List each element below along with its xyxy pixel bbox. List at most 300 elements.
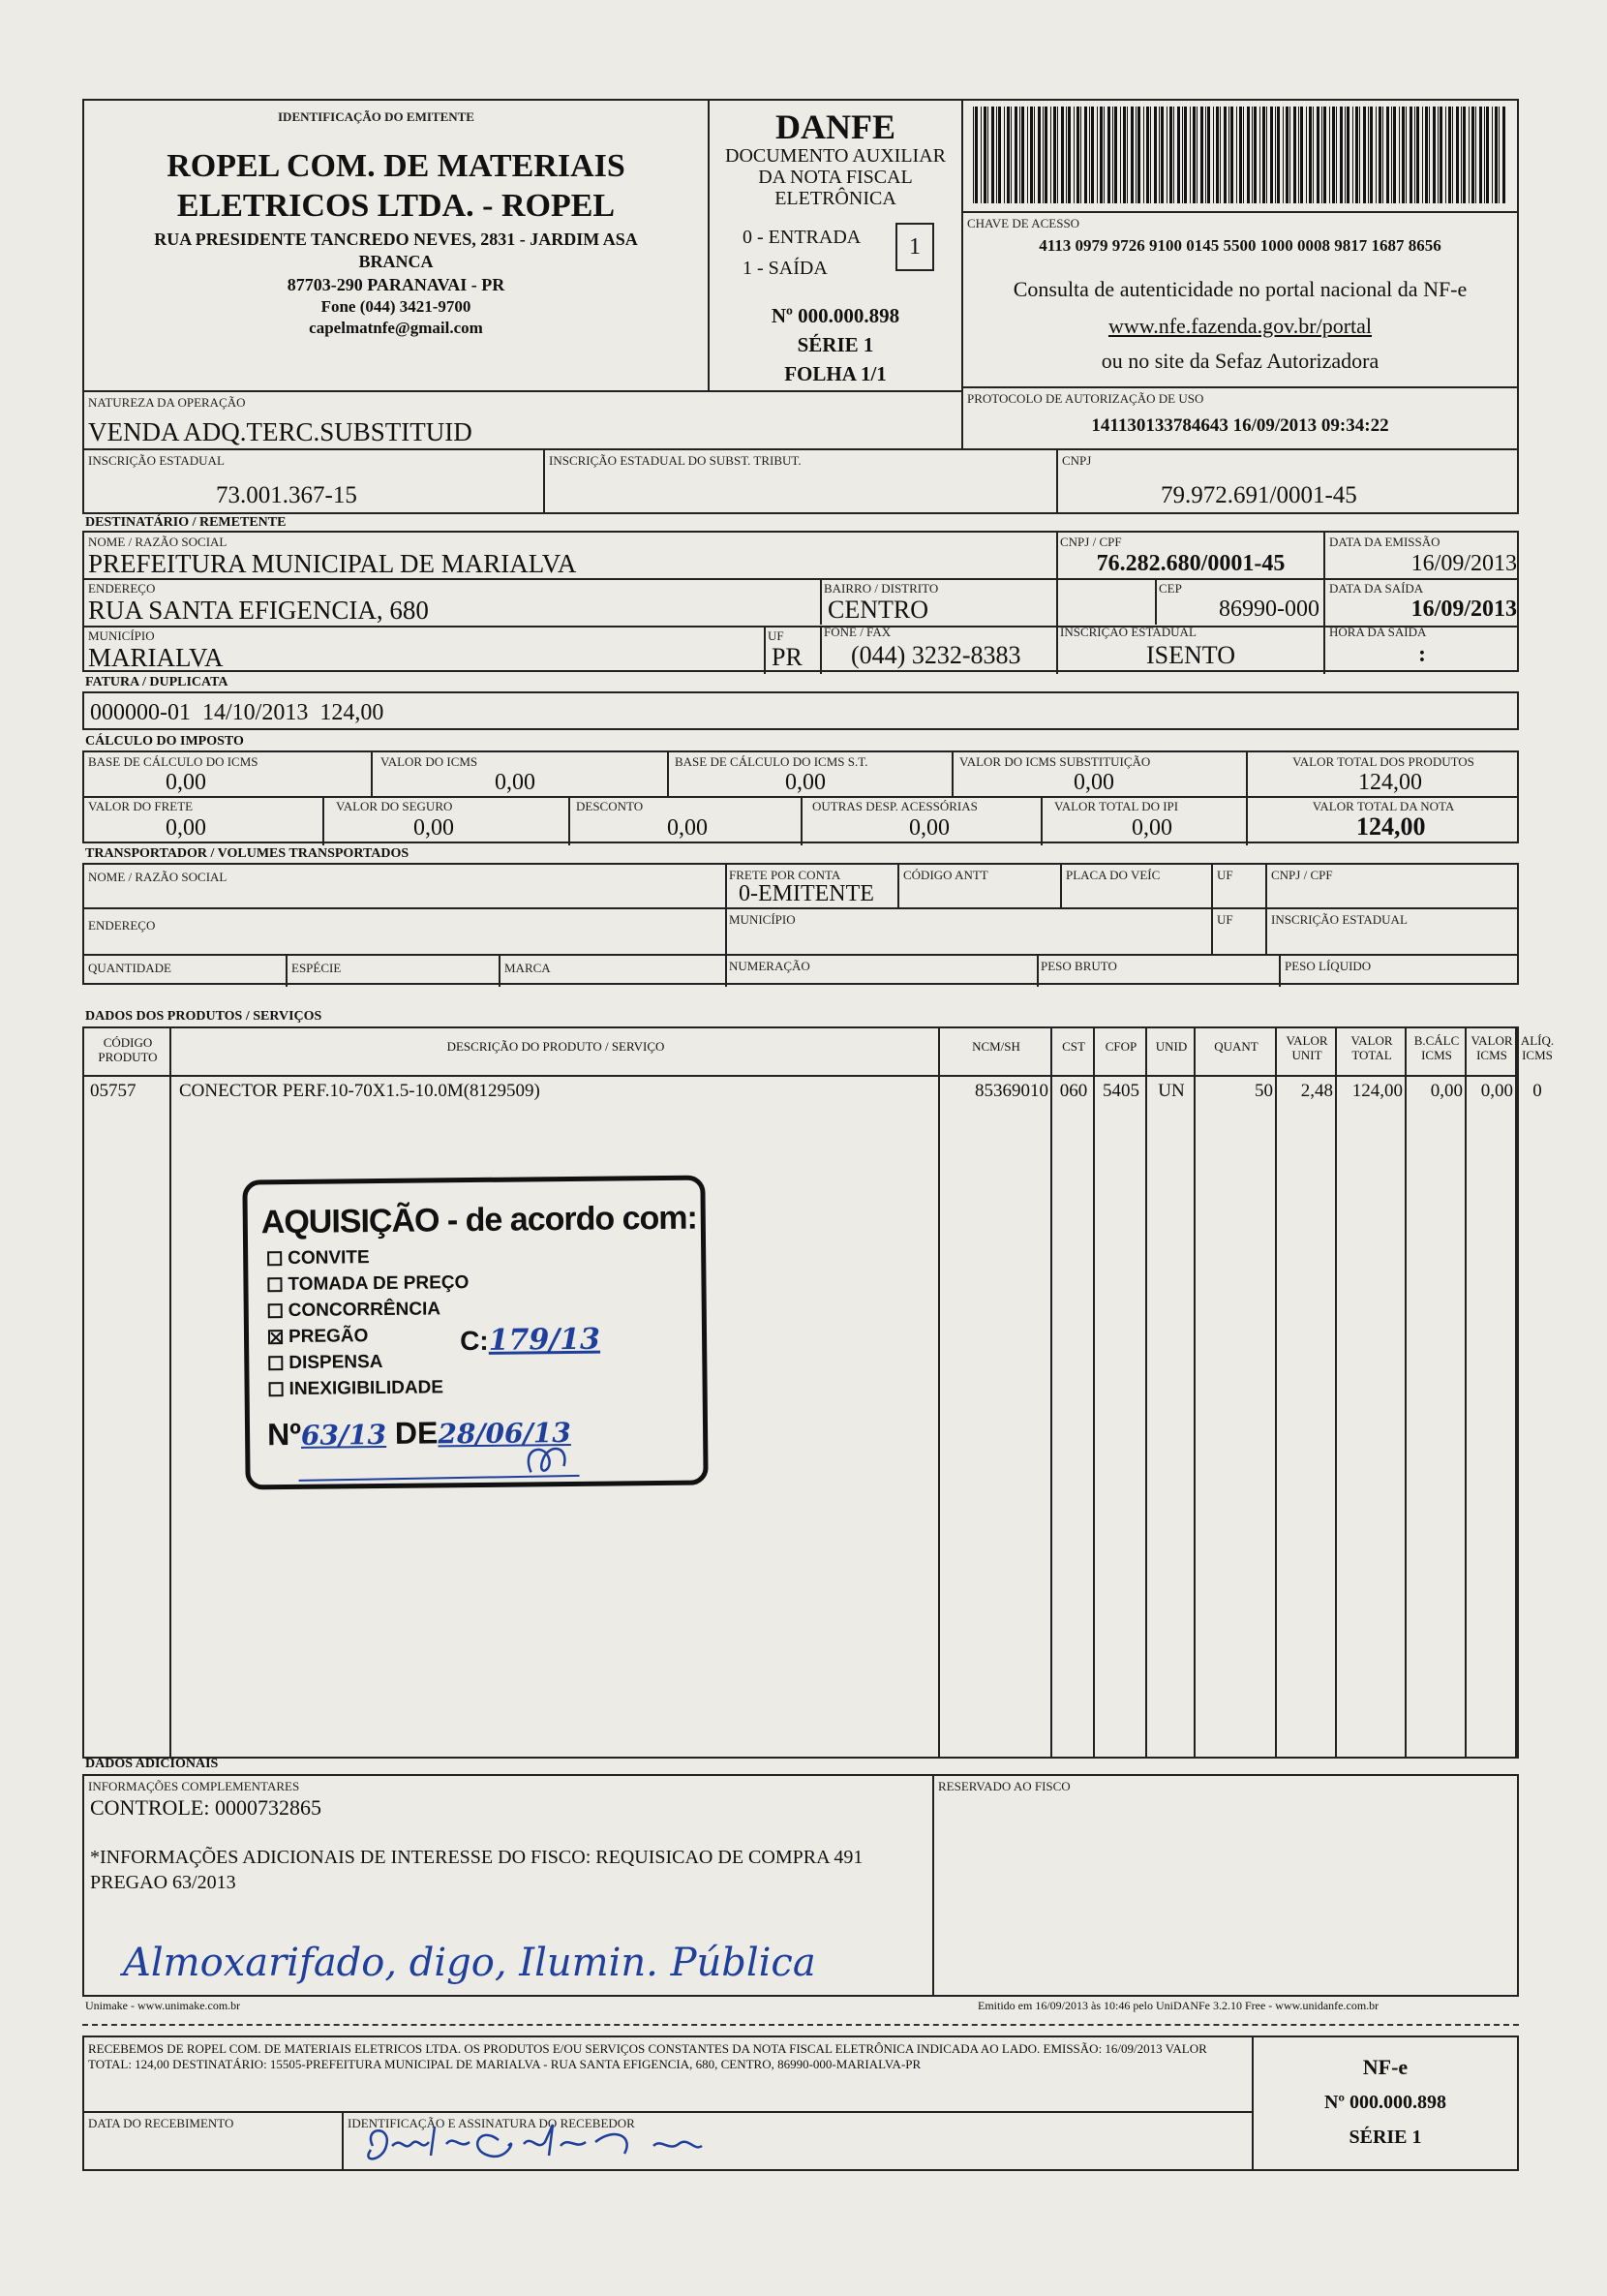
barcode-bar <box>1123 107 1126 203</box>
barcode-bar <box>1293 107 1296 203</box>
canhoto-nfe-box <box>1252 2036 1519 2171</box>
cell-vtotal: 124,00 <box>1351 1081 1403 1101</box>
footer-emitido: Emitido em 16/09/2013 às 10:46 pelo UniDANFe 3.2.10 Free - www.unidanfe.com.br <box>978 1999 1380 2012</box>
dest-row-line-1 <box>84 578 1517 580</box>
transp-municipio-label: MUNICÍPIO <box>729 912 796 927</box>
transp-v3 <box>1060 865 1062 907</box>
barcode-bar <box>1177 107 1180 203</box>
barcode-bar <box>1120 107 1121 203</box>
emitente-name <box>84 147 708 227</box>
barcode-bar <box>1137 107 1140 203</box>
transp-placa-label: PLACA DO VEÍC <box>1066 868 1161 882</box>
th-ncm: NCM/SH <box>972 1039 1020 1054</box>
natureza-label: NATUREZA DA OPERAÇÃO <box>88 395 246 410</box>
barcode-bar <box>984 107 986 203</box>
danfe-subtitle-1: DOCUMENTO AUXILIAR <box>725 145 946 167</box>
dest-ie: ISENTO <box>1146 641 1235 669</box>
transp-antt-label: CÓDIGO ANTT <box>903 868 988 882</box>
th-vunit: VALOR UNIT <box>1286 1033 1328 1062</box>
barcode-bar <box>1038 107 1041 203</box>
stamp-de-label: DE <box>394 1415 439 1451</box>
transp-v8 <box>1037 954 1039 987</box>
barcode-bar <box>1114 107 1117 203</box>
barcode-bar <box>1321 107 1322 203</box>
barcode-bar <box>1376 107 1377 203</box>
protocolo-box <box>961 386 1519 450</box>
barcode-bar <box>1502 107 1505 203</box>
dest-emissao-label: DATA DA EMISSÃO <box>1329 535 1440 549</box>
transp-h2 <box>84 954 1517 956</box>
valor-icms-label: VALOR DO ICMS <box>380 754 478 769</box>
barcode-icon <box>969 107 1511 203</box>
transp-cnpj-label: CNPJ / CPF <box>1271 868 1333 882</box>
chave-label: CHAVE DE ACESSO <box>967 216 1080 230</box>
footer-unimake: Unimake - www.unimake.com.br <box>85 1999 241 2012</box>
barcode-bar <box>1479 107 1482 203</box>
barcode-bar <box>1074 107 1075 203</box>
barcode-bar <box>1475 107 1476 203</box>
barcode-bar <box>1363 107 1366 203</box>
barcode-bar <box>1368 107 1369 203</box>
barcode-bar <box>1370 107 1373 203</box>
protocolo-label: PROTOCOLO DE AUTORIZAÇÃO DE USO <box>967 391 1204 406</box>
danfe-folha: FOLHA 1/1 <box>784 362 887 385</box>
barcode-bar <box>1495 107 1498 203</box>
col-vicms <box>1467 1028 1517 1757</box>
dest-vline-bairro <box>820 578 822 625</box>
stamp-option-label: CONVITE <box>288 1247 370 1270</box>
chave-portal[interactable]: www.nfe.fazenda.gov.br/portal <box>1107 314 1373 338</box>
barcode-bar <box>1150 107 1151 203</box>
transp-uf2-label: UF <box>1217 912 1233 927</box>
barcode-bar <box>1169 107 1172 203</box>
col-quant <box>1196 1028 1277 1757</box>
barcode-bar <box>1091 107 1094 203</box>
dest-bairro: CENTRO <box>828 596 928 624</box>
transportador-box <box>82 863 1519 985</box>
barcode-bar <box>1161 107 1164 203</box>
imposto-section: CÁLCULO DO IMPOSTO <box>85 734 244 749</box>
danfe-title: DANFE <box>775 107 895 146</box>
seguro: 0,00 <box>413 815 454 841</box>
checkbox-icon <box>269 1382 284 1396</box>
dest-saida-label: DATA DA SAÍDA <box>1329 581 1424 596</box>
chave-value: 4113 0979 9726 9100 0145 5500 1000 0008 9817 1687 8656 <box>1039 236 1441 255</box>
info-pregao: PREGAO 63/2013 <box>90 1872 236 1893</box>
barcode-bar <box>1492 107 1493 203</box>
canhoto-nfe: NF-e <box>1362 2055 1409 2079</box>
col-cst <box>1052 1028 1095 1757</box>
transp-peso-bruto-label: PESO BRUTO <box>1041 959 1117 973</box>
barcode-bar <box>1146 107 1149 203</box>
stamp-n-value: 63/13 <box>300 1418 387 1452</box>
barcode-bar <box>1230 107 1233 203</box>
barcode-bar <box>1084 107 1087 203</box>
barcode-bar <box>1445 107 1446 203</box>
cell-aliq: 0 <box>1532 1081 1542 1101</box>
barcode-bar <box>1289 107 1290 203</box>
barcode-bar <box>1345 107 1346 203</box>
barcode-bar <box>1224 107 1227 203</box>
barcode-bar <box>1173 107 1174 203</box>
cell-codigo: 05757 <box>90 1081 136 1101</box>
col-ncm <box>940 1028 1052 1757</box>
dest-endereco: RUA SANTA EFIGENCIA, 680 <box>88 596 429 625</box>
imposto-v1 <box>371 752 373 796</box>
barcode-bar <box>1057 107 1058 203</box>
barcode-bar <box>1247 107 1250 203</box>
dest-municipio: MARIALVA <box>88 643 224 672</box>
stamp-option-label: TOMADA DE PREÇO <box>288 1272 470 1296</box>
transp-v6 <box>286 954 288 987</box>
transp-especie-label: ESPÉCIE <box>291 961 342 975</box>
barcode-bar <box>1309 107 1312 203</box>
barcode-bar <box>1332 107 1335 203</box>
stamp-option-label: DISPENSA <box>288 1352 383 1374</box>
ie-box <box>82 448 545 514</box>
barcode-bar <box>1066 107 1067 203</box>
stamp-de-value: 28/06/13 <box>438 1416 571 1451</box>
barcode-bar <box>1252 107 1253 203</box>
total-prod: 124,00 <box>1358 770 1422 795</box>
checkbox-icon <box>267 1251 282 1266</box>
barcode-bar <box>1228 107 1229 203</box>
barcode-bar <box>1422 107 1423 203</box>
barcode-bar <box>1205 107 1206 203</box>
checkbox-icon <box>267 1277 282 1292</box>
valor-st-label: VALOR DO ICMS SUBSTITUIÇÃO <box>959 754 1151 769</box>
emitente-label: IDENTIFICAÇÃO DO EMITENTE <box>278 109 474 124</box>
barcode-bar <box>1100 107 1103 203</box>
receiver-signature <box>353 2117 760 2171</box>
transp-uf-label: UF <box>1217 868 1233 882</box>
dest-endereco-label: ENDEREÇO <box>88 581 156 596</box>
fatura-box <box>82 691 1519 730</box>
barcode-bar <box>1089 107 1090 203</box>
info-label: INFORMAÇÕES COMPLEMENTARES <box>88 1779 300 1793</box>
transp-v1 <box>725 865 727 987</box>
th-bcalc: B.CÁLC ICMS <box>1413 1033 1460 1062</box>
barcode-bar <box>1200 107 1203 203</box>
dest-vline-cep <box>1155 578 1157 625</box>
base-icms-label: BASE DE CÁLCULO DO ICMS <box>88 754 258 769</box>
th-vicms: VALOR ICMS <box>1471 1033 1513 1062</box>
barcode-bar <box>1402 107 1405 203</box>
barcode-bar <box>1300 107 1303 203</box>
chave-box <box>961 211 1519 388</box>
desconto: 0,00 <box>667 815 708 841</box>
col-codigo <box>84 1028 171 1757</box>
emitente-name-line1: ROPEL COM. DE MATERIAIS <box>167 148 625 184</box>
ie-st-label: INSCRIÇÃO ESTADUAL DO SUBST. TRIBUT. <box>549 453 802 468</box>
ie-st-box <box>543 448 1058 514</box>
col-vtotal <box>1337 1028 1407 1757</box>
barcode-bar <box>1053 107 1056 203</box>
barcode-bar <box>1275 107 1276 203</box>
produtos-section: DADOS DOS PRODUTOS / SERVIÇOS <box>85 1009 322 1024</box>
barcode-bar <box>1068 107 1071 203</box>
col-vunit <box>1277 1028 1337 1757</box>
transp-marca-label: MARCA <box>504 961 551 975</box>
barcode-bar <box>1030 107 1033 203</box>
outras-label: OUTRAS DESP. ACESSÓRIAS <box>812 799 978 813</box>
reservado-fisco-box <box>932 1774 1519 1997</box>
fatura-value: 000000-01 14/10/2013 124,00 <box>90 700 384 725</box>
barcode-bar <box>1336 107 1337 203</box>
barcode-bar <box>1154 107 1157 203</box>
barcode-bar <box>1015 107 1017 203</box>
dest-vline-cnpj <box>1056 533 1058 674</box>
frete: 0,00 <box>166 815 206 841</box>
barcode-bar <box>1197 107 1198 203</box>
transp-v2 <box>897 865 899 907</box>
canhoto-serie: SÉRIE 1 <box>1349 2127 1422 2148</box>
barcode-bar <box>1220 107 1221 203</box>
barcode-bar <box>1213 107 1214 203</box>
barcode-bar <box>1159 107 1160 203</box>
emitente-city: 87703-290 PARANAVAI - PR <box>287 274 505 294</box>
barcode-bar <box>1184 107 1187 203</box>
th-codigo: CÓDIGO PRODUTO <box>98 1035 158 1064</box>
imposto-v4 <box>1246 752 1248 845</box>
barcode-bar <box>1352 107 1353 203</box>
barcode-bar <box>1243 107 1244 203</box>
danfe-subtitle-2: DA NOTA FISCAL <box>758 167 913 188</box>
dest-cep: 86990-000 <box>1219 597 1319 622</box>
stamp-title: AQUISIÇÃO - de acordo com: <box>260 1199 698 1241</box>
info-controle: CONTROLE: 0000732865 <box>90 1795 321 1820</box>
barcode-bar <box>1313 107 1314 203</box>
dest-nome: PREFEITURA MUNICIPAL DE MARIALVA <box>88 549 577 578</box>
info-fisco: *INFORMAÇÕES ADICIONAIS DE INTERESSE DO FISCO: REQUISICAO DE COMPRA 491 <box>90 1847 864 1868</box>
transp-h1 <box>84 907 1517 909</box>
base-icms: 0,00 <box>166 770 206 795</box>
th-quant: QUANT <box>1214 1039 1258 1054</box>
imposto-v3 <box>952 752 954 796</box>
barcode-bar <box>1259 107 1260 203</box>
barcode-bar <box>1034 107 1035 203</box>
dest-fone-label: FONE / FAX <box>824 625 892 639</box>
dest-vline-date <box>1323 533 1325 674</box>
natureza-value: VENDA ADQ.TERC.SUBSTITUID <box>88 417 472 446</box>
cell-unid: UN <box>1158 1081 1185 1101</box>
ipi: 0,00 <box>1132 815 1172 841</box>
barcode-bar <box>1414 107 1415 203</box>
dest-nome-label: NOME / RAZÃO SOCIAL <box>88 535 227 549</box>
transp-quantidade-label: QUANTIDADE <box>88 961 171 975</box>
seguro-label: VALOR DO SEGURO <box>336 799 453 813</box>
barcode-bar <box>1499 107 1500 203</box>
dest-vline-fone <box>820 626 822 674</box>
barcode-bar <box>1484 107 1485 203</box>
adicionais-section: DADOS ADICIONAIS <box>85 1757 219 1771</box>
cell-ncm: 85369010 <box>975 1081 1048 1101</box>
total-nota: 124,00 <box>1356 812 1426 841</box>
base-st-label: BASE DE CÁLCULO DO ICMS S.T. <box>675 754 868 769</box>
barcode-bar <box>1262 107 1265 203</box>
barcode-bar <box>1043 107 1044 203</box>
stamp-signature <box>288 1438 619 1490</box>
barcode-bar <box>1471 107 1474 203</box>
cnpj-label: CNPJ <box>1062 453 1092 468</box>
dest-uf: PR <box>772 643 803 671</box>
barcode-bar <box>1329 107 1330 203</box>
barcode-bar <box>1340 107 1343 203</box>
outras: 0,00 <box>909 815 950 841</box>
imposto-box <box>82 750 1519 843</box>
barcode-bar <box>1486 107 1489 203</box>
cell-vicms: 0,00 <box>1480 1081 1513 1101</box>
barcode-bar <box>1193 107 1196 203</box>
chave-sefaz: ou no site da Sefaz Autorizadora <box>1101 349 1380 373</box>
barcode-bar <box>1347 107 1349 203</box>
valor-st: 0,00 <box>1074 770 1114 795</box>
barcode-bar <box>1469 107 1470 203</box>
barcode-bar <box>1045 107 1047 203</box>
barcode-bar <box>1277 107 1280 203</box>
danfe-tipo-box <box>895 223 934 271</box>
barcode-bar <box>1461 107 1462 203</box>
barcode-bar <box>1306 107 1307 203</box>
col-bcalc <box>1407 1028 1467 1757</box>
barcode-bar <box>1355 107 1358 203</box>
danfe-subtitle <box>710 145 961 209</box>
th-unid: UNID <box>1155 1039 1188 1054</box>
cell-bcalc: 0,00 <box>1430 1081 1463 1101</box>
barcode-bar <box>1379 107 1381 203</box>
barcode-bar <box>973 107 974 203</box>
stamp-c <box>460 1323 600 1359</box>
emitente-phone: Fone (044) 3421-9700 <box>320 297 471 317</box>
barcode-bar <box>1298 107 1299 203</box>
ie-label: INSCRIÇÃO ESTADUAL <box>88 453 225 468</box>
dest-uf-label: UF <box>768 628 784 643</box>
transp-v5 <box>1265 865 1267 954</box>
transp-nome-label: NOME / RAZÃO SOCIAL <box>88 870 227 884</box>
transp-numeracao-label: NUMERAÇÃO <box>729 959 810 973</box>
barcode-bar <box>1456 107 1459 203</box>
barcode-bar <box>1410 107 1412 203</box>
barcode-bar <box>1216 107 1219 203</box>
barcode-bar <box>1440 107 1442 203</box>
frete-label: VALOR DO FRETE <box>88 799 194 813</box>
dest-fone: (044) 3232-8383 <box>851 641 1021 669</box>
canhoto-data-label: DATA DO RECEBIMENTO <box>88 2116 234 2130</box>
emitente-address <box>84 229 708 339</box>
imposto-v8 <box>1041 796 1043 845</box>
checkbox-icon <box>268 1356 283 1370</box>
stamp-option-label: CONCORRÊNCIA <box>288 1299 441 1322</box>
desconto-label: DESCONTO <box>576 799 644 813</box>
barcode-bar <box>1286 107 1289 203</box>
barcode-bar <box>1076 107 1079 203</box>
barcode-bar <box>1019 107 1020 203</box>
barcode-bar <box>1438 107 1439 203</box>
th-cfop: CFOP <box>1105 1039 1137 1054</box>
barcode-bar <box>1011 107 1012 203</box>
dest-hora: : <box>1418 642 1426 667</box>
col-unid <box>1147 1028 1196 1757</box>
stamp-option-convite <box>267 1247 370 1270</box>
natureza-box <box>82 390 963 450</box>
barcode-bar <box>1107 107 1110 203</box>
barcode-bar <box>1416 107 1419 203</box>
barcode-bar <box>1182 107 1183 203</box>
cut-line <box>82 2024 1519 2026</box>
checked-checkbox-icon <box>268 1330 283 1344</box>
col-cfop <box>1095 1028 1147 1757</box>
reservado-label: RESERVADO AO FISCO <box>938 1779 1071 1793</box>
barcode-bar <box>1399 107 1400 203</box>
danfe-tipo: 1 <box>909 234 921 260</box>
valor-icms: 0,00 <box>495 770 535 795</box>
barcode-bar <box>1050 107 1051 203</box>
imposto-v7 <box>801 796 803 845</box>
barcode-bar <box>1359 107 1360 203</box>
stamp-n-label: Nº <box>266 1416 302 1453</box>
barcode-bar <box>1433 107 1436 203</box>
checkbox-icon <box>268 1303 283 1318</box>
danfe-numero: Nº 000.000.898 <box>771 304 900 327</box>
barcode-bar <box>1429 107 1430 203</box>
imposto-v2 <box>667 752 669 796</box>
stamp-option-concorrencia <box>268 1299 441 1322</box>
barcode-bar <box>1393 107 1396 203</box>
barcode-bar <box>1382 107 1383 203</box>
transp-v7 <box>499 954 500 987</box>
transp-frete: 0-EMITENTE <box>739 881 874 906</box>
dest-row-line-2 <box>84 626 1517 628</box>
transp-frete-label: FRETE POR CONTA <box>729 868 841 882</box>
barcode-bar <box>1317 107 1319 203</box>
th-descricao: DESCRIÇÃO DO PRODUTO / SERVIÇO <box>446 1039 665 1054</box>
barcode-bar <box>1097 107 1098 203</box>
stamp-option-label: PREGÃO <box>288 1326 369 1348</box>
emitente-box <box>82 99 710 392</box>
canhoto-numero: Nº 000.000.898 <box>1323 2092 1447 2113</box>
stamp-c-value: 179/13 <box>488 1322 601 1358</box>
cell-descricao: CONECTOR PERF.10-70X1.5-10.0M(8129509) <box>179 1081 540 1101</box>
danfe-saida: 1 - SAÍDA <box>743 258 828 279</box>
barcode-bar <box>998 107 1001 203</box>
dest-cnpj: 76.282.680/0001-45 <box>1096 551 1286 576</box>
canhoto-text: RECEBEMOS DE ROPEL COM. DE MATERIAIS ELETRICOS LTDA. OS PRODUTOS E/OU SERVIÇOS CONSTANTES DA NOTA FISCAL ELETRÔNICA INDICADA AO LADO. EMISSÃO: 16/09/2013 VALOR TOTAL: 124,00 DESTINATÁRIO: 15505-PREFEITURA MUNICIPAL DE MARIALVA - RUA SANTA EFIGENCIA, 680, CENTRO, 86990-000-MARIALVA-PR <box>88 2041 1207 2072</box>
dest-emissao: 16/09/2013 <box>1410 551 1517 576</box>
barcode-bar <box>1207 107 1210 203</box>
barcode-bar <box>1391 107 1392 203</box>
canhoto-assinatura-label: IDENTIFICAÇÃO E ASSINATURA DO RECEBEDOR <box>348 2116 635 2130</box>
barcode-bar <box>1239 107 1242 203</box>
destinatario-box <box>82 531 1519 672</box>
dest-ie-label: INSCRIÇÃO ESTADUAL <box>1060 625 1197 639</box>
barcode-bar <box>1448 107 1451 203</box>
barcode-bar <box>1131 107 1134 203</box>
canhoto-assinatura-box <box>342 2111 1254 2171</box>
barcode-bar <box>991 107 994 203</box>
barcode-bar <box>1143 107 1144 203</box>
destinatario-section: DESTINATÁRIO / REMETENTE <box>85 515 287 530</box>
dest-municipio-label: MUNICÍPIO <box>88 628 155 643</box>
emitente-name-line2: ELETRICOS LTDA. - ROPEL <box>176 187 616 224</box>
barcode-bar <box>1112 107 1113 203</box>
barcode-bar <box>1061 107 1064 203</box>
transp-peso-liquido-label: PESO LÍQUIDO <box>1285 959 1372 973</box>
info-complementares-box <box>82 1774 934 1997</box>
transp-ie-label: INSCRIÇÃO ESTADUAL <box>1271 912 1408 927</box>
dest-saida: 16/09/2013 <box>1410 597 1517 622</box>
ipi-label: VALOR TOTAL DO IPI <box>1054 799 1179 813</box>
transp-v9 <box>1279 954 1281 987</box>
